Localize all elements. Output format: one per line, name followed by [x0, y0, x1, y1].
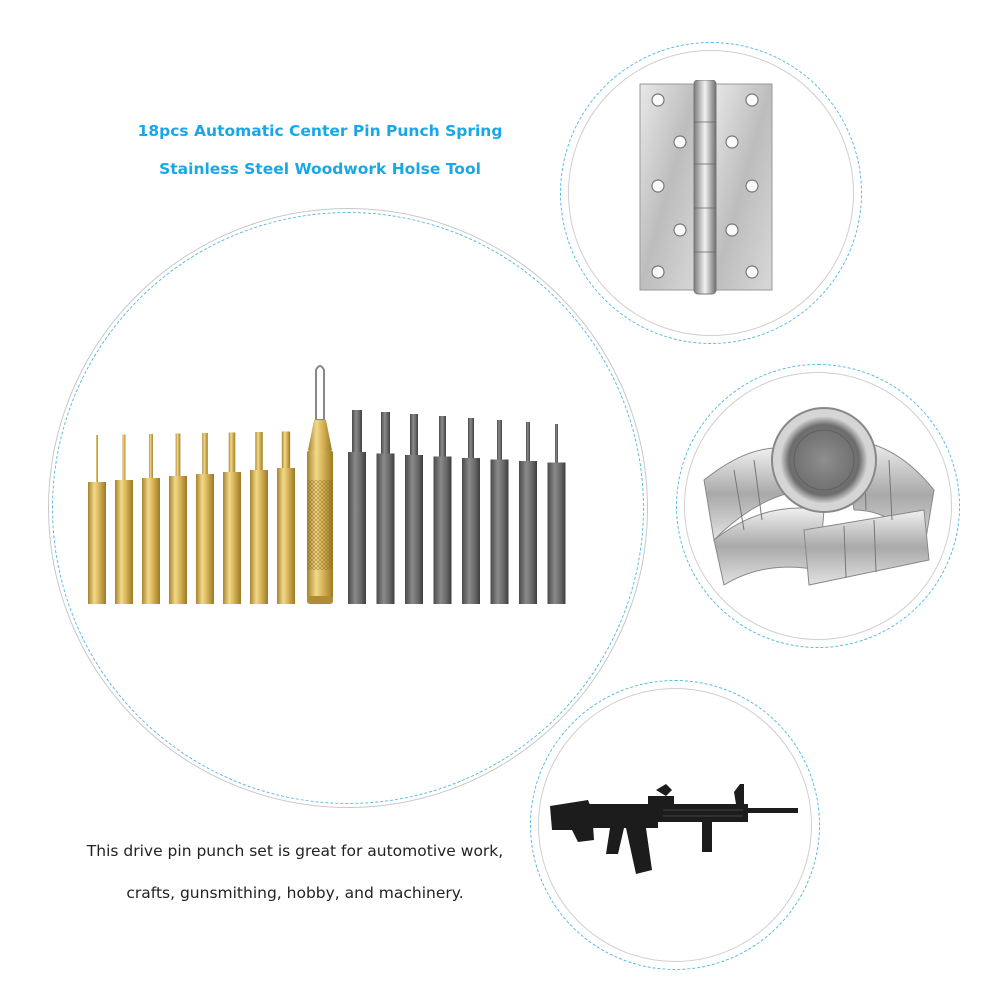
steel-punch: [377, 412, 395, 604]
title-line-1: 18pcs Automatic Center Pin Punch Spring: [137, 122, 503, 140]
product-title: [60, 112, 580, 188]
steel-punch: [519, 422, 537, 604]
steel-punch: [462, 418, 480, 604]
pin-punch-set-image: [80, 360, 580, 620]
steel-punch: [405, 414, 423, 604]
brass-punch: [88, 435, 106, 604]
title-line-2: Stainless Steel Woodwork Holse Tool: [159, 160, 481, 178]
brass-punch: [196, 433, 214, 604]
door-hinge-image: [636, 80, 776, 295]
rifle-image: [548, 770, 803, 880]
steel-punch: [548, 424, 566, 604]
description-line-2: crafts, gunsmithing, hobby, and machinery.: [126, 884, 464, 902]
description-line-1: This drive pin punch set is great for automotive work,: [86, 842, 504, 860]
brass-punch: [169, 434, 187, 605]
brass-punch: [115, 435, 133, 605]
brass-punch: [223, 433, 241, 605]
brass-punch: [277, 432, 295, 605]
brass-punch: [250, 432, 268, 604]
steel-punch: [434, 416, 452, 604]
steel-punch: [491, 420, 509, 604]
product-description: [50, 830, 540, 914]
wristwatch-image: [694, 400, 944, 600]
steel-punch: [348, 410, 366, 604]
brass-punch: [142, 434, 160, 604]
